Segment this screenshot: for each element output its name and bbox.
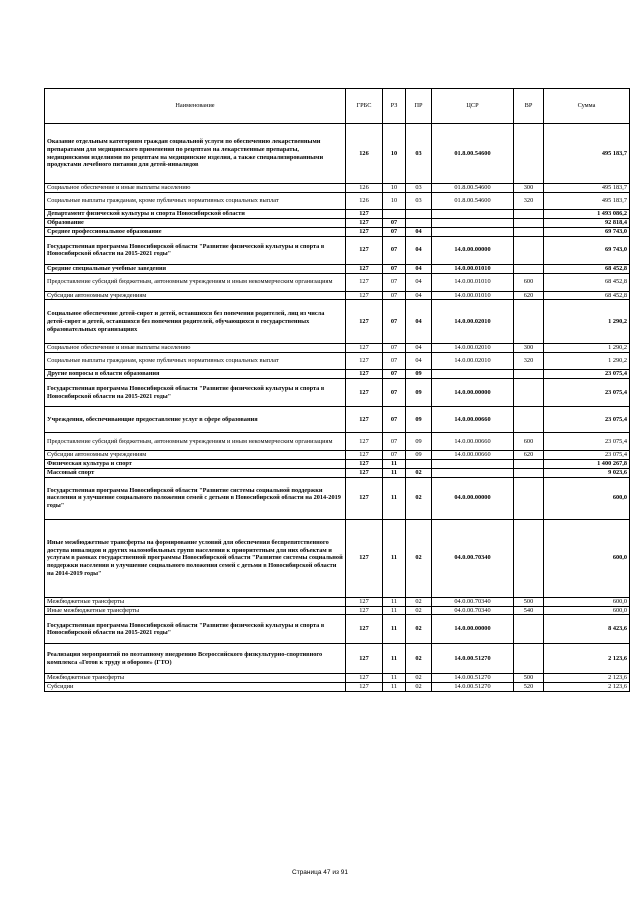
- sum-cell: 600,0: [544, 519, 630, 597]
- row-name-cell: Предоставление субсидий бюджетным, автономным учреждениям и иным некоммерческим организациям: [45, 433, 346, 451]
- table-row: [45, 344, 630, 353]
- sum-cell: 69 743,0: [544, 227, 630, 236]
- row-name-cell: Социальное обеспечение и иные выплаты населению: [45, 344, 346, 353]
- row-name-cell: Государственная программа Новосибирской области "Развитие физической культуры и спорта в Новосибирской области на 2015-2021 годы": [45, 236, 346, 264]
- csr-cell: 14.0.00.02010: [432, 300, 514, 344]
- row-name-cell: Государственная программа Новосибирской области "Развитие физической культуры и спорта в Новосибирской области на 2015-2021 годы": [45, 379, 346, 407]
- rz-cell: 07: [383, 227, 406, 236]
- sum-cell: 1 400 267,8: [544, 459, 630, 468]
- table-row: [45, 209, 630, 218]
- vr-cell: [514, 236, 544, 264]
- row-name-cell: Другие вопросы в области образования: [45, 370, 346, 379]
- pr-cell: [406, 209, 432, 218]
- rz-cell: 07: [383, 291, 406, 300]
- row-name-cell: Департамент физической культуры и спорта Новосибирской области: [45, 209, 346, 218]
- header-rz: РЗ: [383, 89, 406, 124]
- table-row: [45, 477, 630, 519]
- sum-cell: 1 290,2: [544, 353, 630, 370]
- table-row: [45, 273, 630, 291]
- grbs-cell: 127: [346, 291, 383, 300]
- pr-cell: 04: [406, 300, 432, 344]
- table-row: [45, 407, 630, 433]
- table-row: [45, 218, 630, 227]
- pr-cell: 09: [406, 433, 432, 451]
- rz-cell: 11: [383, 468, 406, 477]
- csr-cell: 14.0.00.00660: [432, 407, 514, 433]
- row-name-cell: Учреждения, обеспечивающие предоставление услуг в сфере образования: [45, 407, 346, 433]
- table-row: [45, 300, 630, 344]
- rz-cell: 11: [383, 597, 406, 606]
- vr-cell: 320: [514, 353, 544, 370]
- table-row: [45, 379, 630, 407]
- grbs-cell: 127: [346, 344, 383, 353]
- table-row: [45, 433, 630, 451]
- grbs-cell: 127: [346, 682, 383, 691]
- pr-cell: 04: [406, 227, 432, 236]
- vr-cell: 300: [514, 184, 544, 193]
- table-row: [45, 459, 630, 468]
- sum-cell: 92 818,4: [544, 218, 630, 227]
- header-vr: ВР: [514, 89, 544, 124]
- grbs-cell: 127: [346, 209, 383, 218]
- csr-cell: 14.0.00.51270: [432, 682, 514, 691]
- rz-cell: 07: [383, 370, 406, 379]
- vr-cell: [514, 407, 544, 433]
- row-name-cell: Предоставление субсидий бюджетным, автономным учреждениям и иным некоммерческим организациям: [45, 273, 346, 291]
- vr-cell: [514, 615, 544, 644]
- rz-cell: 07: [383, 379, 406, 407]
- grbs-cell: 127: [346, 674, 383, 683]
- csr-cell: [432, 468, 514, 477]
- vr-cell: 500: [514, 674, 544, 683]
- table-row: [45, 227, 630, 236]
- row-name-cell: Иные межбюджетные трансферты: [45, 606, 346, 615]
- rz-cell: 07: [383, 300, 406, 344]
- vr-cell: [514, 264, 544, 273]
- sum-cell: 9 023,6: [544, 468, 630, 477]
- csr-cell: 01.8.00.54600: [432, 184, 514, 193]
- csr-cell: 04.0.00.70340: [432, 606, 514, 615]
- sum-cell: 8 423,6: [544, 615, 630, 644]
- page-number: Страница 47 из 91: [292, 869, 348, 876]
- row-name-cell: Массовый спорт: [45, 468, 346, 477]
- csr-cell: 14.0.00.01010: [432, 264, 514, 273]
- row-name-cell: Государственная программа Новосибирской области "Развитие системы социальной поддержки населения и улучшение социального положения семей с детьми в Новосибирской области на 2014-2019 годы": [45, 477, 346, 519]
- grbs-cell: 127: [346, 433, 383, 451]
- csr-cell: 14.0.00.02010: [432, 353, 514, 370]
- csr-cell: 01.8.00.54600: [432, 192, 514, 209]
- vr-cell: [514, 227, 544, 236]
- pr-cell: 09: [406, 451, 432, 460]
- pr-cell: 02: [406, 477, 432, 519]
- grbs-cell: 127: [346, 468, 383, 477]
- rz-cell: 07: [383, 407, 406, 433]
- sum-cell: 495 183,7: [544, 192, 630, 209]
- table-row: [45, 674, 630, 683]
- vr-cell: [514, 379, 544, 407]
- rz-cell: 07: [383, 264, 406, 273]
- pr-cell: 02: [406, 644, 432, 674]
- vr-cell: [514, 459, 544, 468]
- sum-cell: 23 075,4: [544, 451, 630, 460]
- rz-cell: 07: [383, 344, 406, 353]
- pr-cell: 04: [406, 344, 432, 353]
- table-row: [45, 192, 630, 209]
- sum-cell: 68 452,8: [544, 264, 630, 273]
- rz-cell: 11: [383, 477, 406, 519]
- grbs-cell: 127: [346, 459, 383, 468]
- row-name-cell: Иные межбюджетные трансферты на формирование условий для обеспечения беспрепятственного доступа инвалидов и других маломобильных групп населения к приоритетным для них объектам и услугам в рамках государственной программы Новосибирской области "Развитие системы социальной поддержки населения и улучшение социального положения семей с детьми в Новосибирской области на 2014-2019 годы": [45, 519, 346, 597]
- pr-cell: 03: [406, 192, 432, 209]
- pr-cell: 02: [406, 674, 432, 683]
- row-name-cell: Социальное обеспечение детей-сирот и детей, оставшихся без попечения родителей, лиц из числа детей-сирот и детей, оставшихся без попечения родителей, обучающихся в государственных образовательных организациях: [45, 300, 346, 344]
- table-row: [45, 264, 630, 273]
- row-name-cell: Среднее профессиональное образование: [45, 227, 346, 236]
- sum-cell: 23 075,4: [544, 407, 630, 433]
- pr-cell: 02: [406, 682, 432, 691]
- rz-cell: 07: [383, 433, 406, 451]
- grbs-cell: 127: [346, 644, 383, 674]
- pr-cell: 03: [406, 124, 432, 184]
- row-name-cell: Средние специальные учебные заведения: [45, 264, 346, 273]
- row-name-cell: Социальные выплаты гражданам, кроме публичных нормативных социальных выплат: [45, 192, 346, 209]
- csr-cell: 14.0.00.00000: [432, 236, 514, 264]
- grbs-cell: 126: [346, 192, 383, 209]
- vr-cell: [514, 477, 544, 519]
- pr-cell: 03: [406, 184, 432, 193]
- pr-cell: 02: [406, 615, 432, 644]
- sum-cell: 68 452,8: [544, 291, 630, 300]
- vr-cell: [514, 124, 544, 184]
- table-row: [45, 519, 630, 597]
- sum-cell: 23 075,4: [544, 433, 630, 451]
- pr-cell: 04: [406, 353, 432, 370]
- pr-cell: 04: [406, 264, 432, 273]
- row-name-cell: Субсидии автономным учреждениям: [45, 291, 346, 300]
- csr-cell: 01.8.00.54600: [432, 124, 514, 184]
- vr-cell: [514, 300, 544, 344]
- pr-cell: 02: [406, 468, 432, 477]
- grbs-cell: 127: [346, 370, 383, 379]
- grbs-cell: 127: [346, 218, 383, 227]
- rz-cell: 10: [383, 184, 406, 193]
- rz-cell: 07: [383, 273, 406, 291]
- pr-cell: 04: [406, 273, 432, 291]
- table-row: [45, 606, 630, 615]
- rz-cell: 07: [383, 353, 406, 370]
- table-row: [45, 353, 630, 370]
- rz-cell: 11: [383, 615, 406, 644]
- rz-cell: [383, 209, 406, 218]
- vr-cell: [514, 644, 544, 674]
- row-name-cell: Государственная программа Новосибирской области "Развитие физической культуры и спорта в Новосибирской области на 2015-2021 годы": [45, 615, 346, 644]
- table-row: [45, 184, 630, 193]
- grbs-cell: 127: [346, 236, 383, 264]
- grbs-cell: 127: [346, 615, 383, 644]
- sum-cell: 495 183,7: [544, 184, 630, 193]
- grbs-cell: 127: [346, 519, 383, 597]
- table-row: [45, 291, 630, 300]
- csr-cell: [432, 459, 514, 468]
- csr-cell: 14.0.00.00660: [432, 433, 514, 451]
- row-name-cell: Субсидии: [45, 682, 346, 691]
- pr-cell: 02: [406, 519, 432, 597]
- grbs-cell: 127: [346, 264, 383, 273]
- csr-cell: 04.0.00.70340: [432, 519, 514, 597]
- table-row: [45, 468, 630, 477]
- grbs-cell: 126: [346, 184, 383, 193]
- sum-cell: 68 452,8: [544, 273, 630, 291]
- rz-cell: 11: [383, 519, 406, 597]
- rz-cell: 10: [383, 124, 406, 184]
- header-sum: Сумма: [544, 89, 630, 124]
- csr-cell: 14.0.00.00660: [432, 451, 514, 460]
- budget-table: [44, 88, 630, 692]
- csr-cell: 14.0.00.51270: [432, 644, 514, 674]
- rz-cell: 11: [383, 682, 406, 691]
- row-name-cell: Оказание отдельным категориям граждан социальной услуги по обеспечению лекарственными препаратами для медицинского применения по рецептам на лекарственные препараты, медицинскими изделиями по рецептам на медицинские изделия, а также специализированными продуктами лечебного питания для детей-инвалидов: [45, 124, 346, 184]
- table-row: [45, 124, 630, 184]
- row-name-cell: Образование: [45, 218, 346, 227]
- sum-cell: 2 123,6: [544, 644, 630, 674]
- rz-cell: 07: [383, 451, 406, 460]
- row-name-cell: Физическая культура и спорт: [45, 459, 346, 468]
- row-name-cell: Социальные выплаты гражданам, кроме публичных нормативных социальных выплат: [45, 353, 346, 370]
- vr-cell: 520: [514, 682, 544, 691]
- row-name-cell: Межбюджетные трансферты: [45, 674, 346, 683]
- csr-cell: 14.0.00.02010: [432, 344, 514, 353]
- header-grbs: ГРБС: [346, 89, 383, 124]
- csr-cell: 14.0.00.01010: [432, 291, 514, 300]
- sum-cell: 600,0: [544, 597, 630, 606]
- table-row: [45, 615, 630, 644]
- csr-cell: [432, 209, 514, 218]
- pr-cell: 09: [406, 407, 432, 433]
- grbs-cell: 127: [346, 379, 383, 407]
- vr-cell: 620: [514, 451, 544, 460]
- sum-cell: 23 075,4: [544, 379, 630, 407]
- grbs-cell: 126: [346, 124, 383, 184]
- table-row: [45, 370, 630, 379]
- grbs-cell: 127: [346, 477, 383, 519]
- table-row: [45, 682, 630, 691]
- header-csr: ЦСР: [432, 89, 514, 124]
- vr-cell: [514, 218, 544, 227]
- rz-cell: 07: [383, 236, 406, 264]
- rz-cell: 11: [383, 644, 406, 674]
- table-header-row: [45, 89, 630, 124]
- grbs-cell: 127: [346, 606, 383, 615]
- pr-cell: [406, 218, 432, 227]
- vr-cell: 540: [514, 606, 544, 615]
- vr-cell: 600: [514, 433, 544, 451]
- pr-cell: 02: [406, 606, 432, 615]
- vr-cell: 600: [514, 273, 544, 291]
- table-row: [45, 644, 630, 674]
- csr-cell: 14.0.00.51270: [432, 674, 514, 683]
- grbs-cell: 127: [346, 227, 383, 236]
- csr-cell: 14.0.00.00000: [432, 379, 514, 407]
- vr-cell: [514, 370, 544, 379]
- vr-cell: 500: [514, 597, 544, 606]
- csr-cell: 04.0.00.70340: [432, 597, 514, 606]
- row-name-cell: Социальное обеспечение и иные выплаты населению: [45, 184, 346, 193]
- pr-cell: 09: [406, 379, 432, 407]
- grbs-cell: 127: [346, 273, 383, 291]
- row-name-cell: Межбюджетные трансферты: [45, 597, 346, 606]
- csr-cell: 14.0.00.00000: [432, 615, 514, 644]
- sum-cell: 495 183,7: [544, 124, 630, 184]
- vr-cell: 620: [514, 291, 544, 300]
- sum-cell: 2 123,6: [544, 682, 630, 691]
- grbs-cell: 127: [346, 407, 383, 433]
- table-row: [45, 597, 630, 606]
- sum-cell: 2 123,6: [544, 674, 630, 683]
- vr-cell: [514, 468, 544, 477]
- csr-cell: [432, 227, 514, 236]
- sum-cell: 1 290,2: [544, 300, 630, 344]
- sum-cell: 1 290,2: [544, 344, 630, 353]
- row-name-cell: Субсидии автономным учреждениям: [45, 451, 346, 460]
- sum-cell: 1 493 086,2: [544, 209, 630, 218]
- sum-cell: 600,0: [544, 606, 630, 615]
- table-body: [45, 124, 630, 692]
- rz-cell: 11: [383, 606, 406, 615]
- csr-cell: [432, 218, 514, 227]
- pr-cell: 04: [406, 236, 432, 264]
- pr-cell: [406, 459, 432, 468]
- grbs-cell: 127: [346, 451, 383, 460]
- pr-cell: 02: [406, 597, 432, 606]
- rz-cell: 11: [383, 459, 406, 468]
- sum-cell: 23 075,4: [544, 370, 630, 379]
- rz-cell: 11: [383, 674, 406, 683]
- csr-cell: 14.0.00.01010: [432, 273, 514, 291]
- rz-cell: 10: [383, 192, 406, 209]
- vr-cell: 300: [514, 344, 544, 353]
- header-pr: ПР: [406, 89, 432, 124]
- rz-cell: 07: [383, 218, 406, 227]
- sum-cell: 600,0: [544, 477, 630, 519]
- csr-cell: 04.0.00.00000: [432, 477, 514, 519]
- vr-cell: [514, 209, 544, 218]
- pr-cell: 04: [406, 291, 432, 300]
- table-row: [45, 236, 630, 264]
- pr-cell: 09: [406, 370, 432, 379]
- vr-cell: [514, 519, 544, 597]
- grbs-cell: 127: [346, 353, 383, 370]
- grbs-cell: 127: [346, 597, 383, 606]
- grbs-cell: 127: [346, 300, 383, 344]
- vr-cell: 320: [514, 192, 544, 209]
- header-name: Наименование: [45, 89, 346, 124]
- row-name-cell: Реализация мероприятий по поэтапному внедрению Всероссийского физкультурно-спортивного комплекса «Готов к труду и обороне» (ГТО): [45, 644, 346, 674]
- sum-cell: 69 743,0: [544, 236, 630, 264]
- table-row: [45, 451, 630, 460]
- csr-cell: [432, 370, 514, 379]
